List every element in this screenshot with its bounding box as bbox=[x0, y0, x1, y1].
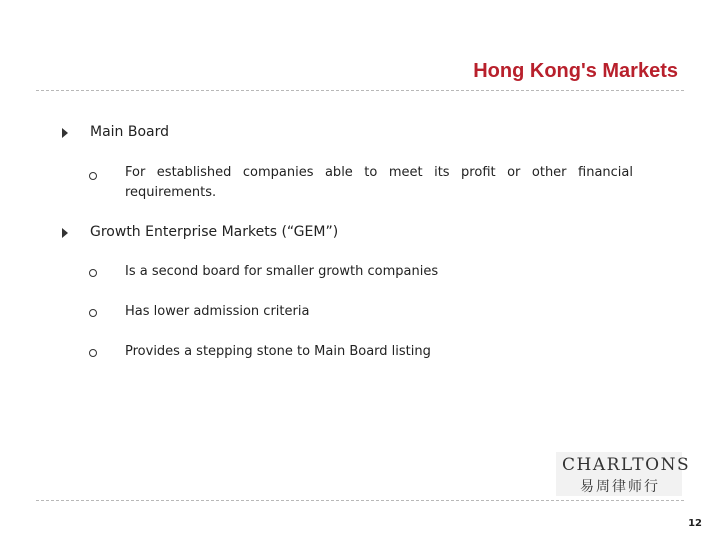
list-item: Provides a stepping stone to Main Board listing bbox=[125, 344, 431, 359]
section-heading-main-board: Main Board bbox=[90, 124, 170, 140]
circle-bullet-icon bbox=[89, 172, 97, 180]
title-divider bbox=[36, 90, 684, 91]
list-item: Has lower admission criteria bbox=[125, 304, 310, 319]
logo-name: CHARLTONS bbox=[562, 455, 691, 475]
arrow-bullet-icon bbox=[62, 228, 68, 238]
circle-bullet-icon bbox=[89, 349, 97, 357]
logo-chinese-name: 易周律师行 bbox=[580, 479, 660, 495]
list-item: Is a second board for smaller growth companies bbox=[125, 264, 439, 279]
arrow-bullet-icon bbox=[62, 128, 68, 138]
circle-bullet-icon bbox=[89, 269, 97, 277]
section-heading-gem: Growth Enterprise Markets (“GEM”) bbox=[90, 224, 339, 240]
footer-divider bbox=[36, 500, 684, 501]
list-item: For established companies able to meet its profit or other financial requirements. bbox=[125, 165, 633, 200]
slide-title: Hong Kong's Markets bbox=[473, 60, 678, 82]
charltons-logo bbox=[556, 452, 691, 496]
circle-bullet-icon bbox=[89, 309, 97, 317]
page-number: 12 bbox=[688, 518, 702, 529]
